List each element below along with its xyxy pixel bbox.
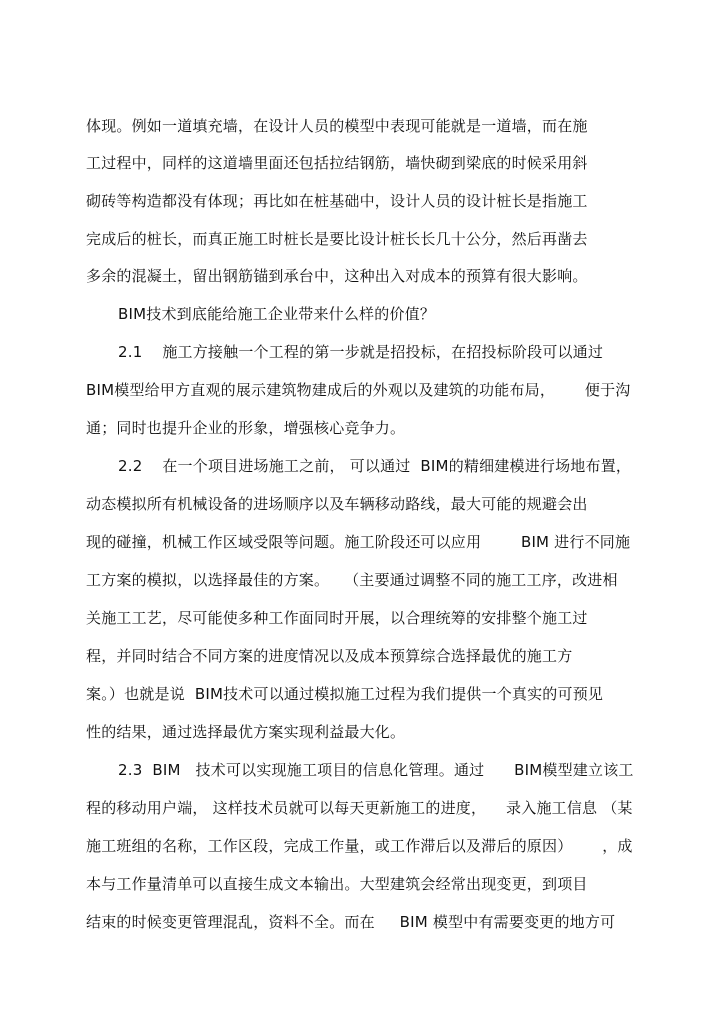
paragraph-2-2-first-line: 2.2 在一个项目进场施工之前， 可以通过 BIM的精细建模进行场地布置， <box>118 457 632 475</box>
text-line: 多余的混凝土，留出钢筋锚到承台中，这种出入对成本的预算有很大影响。 <box>86 267 588 285</box>
text-line: 体现。例如一道填充墙，在设计人员的模型中表现可能就是一道墙，而在施 <box>86 117 588 135</box>
text-line: 本与工作量清单可以直接生成文本输出。大型建筑会经常出现变更，到项目 <box>86 875 588 893</box>
text-line: 砌砖等构造都没有体现；再比如在桩基础中，设计人员的设计桩长是指施工 <box>86 192 588 210</box>
text-line: 动态模拟所有机械设备的进场顺序以及车辆移动路线，最大可能的规避会出 <box>86 495 588 513</box>
text-line: 施工班组的名称，工作区段，完成工作量，或工作滞后以及滞后的原因） ，成 <box>86 837 633 855</box>
text-line: 案。）也就是说 BIM技术可以通过模拟施工过程为我们提供一个真实的可预见 <box>86 685 604 703</box>
text-line: 程，并同时结合不同方案的进度情况以及成本预算综合选择最优的施工方 <box>86 647 573 665</box>
text-line: BIM模型给甲方直观的展示建筑物建成后的外观以及建筑的功能布局， 便于沟 <box>86 381 631 399</box>
paragraph-2-1-first-line: 2.1 施工方接触一个工程的第一步就是招投标，在招投标阶段可以通过 <box>118 343 604 361</box>
text-line: 性的结果，通过选择最优方案实现利益最大化。 <box>86 723 406 741</box>
text-line: 工过程中，同样的这道墙里面还包括拉结钢筋，墙快砌到梁底的时候采用斜 <box>86 154 588 172</box>
text-line: 通；同时也提升企业的形象，增强核心竞争力。 <box>86 419 406 437</box>
paragraph-2-3-first-line: 2.3 BIM 技术可以实现施工项目的信息化管理。通过 BIM模型建立该工 <box>118 761 634 779</box>
text-line: 程的移动用户端， 这样技术员就可以每天更新施工的进度， 录入施工信息 （某 <box>86 799 633 817</box>
text-line: 关施工工艺，尽可能使多种工作面同时开展，以合理统筹的安排整个施工过 <box>86 609 588 627</box>
text-line: 工方案的模拟，以选择最佳的方案。 （主要通过调整不同的施工工序，改进相 <box>86 571 618 589</box>
text-line: 现的碰撞，机械工作区域受限等问题。施工阶段还可以应用 BIM 进行不同施 <box>86 533 631 551</box>
text-line: 完成后的桩长，而真正施工时桩长是要比设计桩长长几十公分，然后再凿去 <box>86 230 588 248</box>
section-heading: BIM技术到底能给施工企业带来什么样的价值？ <box>118 305 436 323</box>
text-line: 结束的时候变更管理混乱，资料不全。而在 BIM 模型中有需要变更的地方可 <box>86 913 616 931</box>
